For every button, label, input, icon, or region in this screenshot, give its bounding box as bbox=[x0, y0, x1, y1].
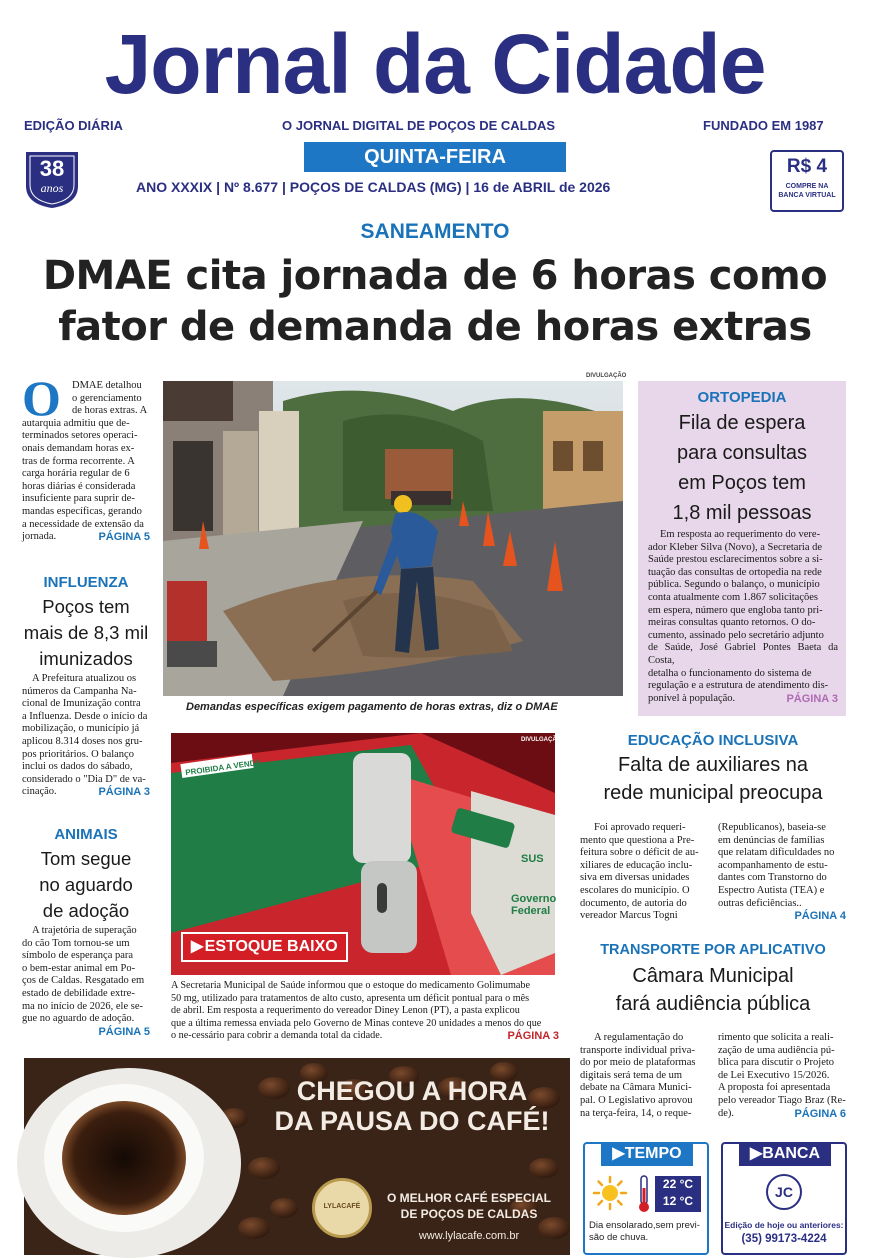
ortopedia-body bbox=[648, 529, 838, 705]
animais-headline-line: Tom segue bbox=[40, 848, 132, 869]
banca-title bbox=[739, 1142, 831, 1166]
estoque-photo-credit: DIVULGAÇÃO bbox=[521, 737, 562, 743]
transporte-headline-line: Câmara Municipal bbox=[632, 965, 794, 987]
coffee-ad-url[interactable]: www.lylacafe.com.br bbox=[418, 1230, 520, 1242]
animais-headline-line: no aguardo bbox=[39, 874, 133, 895]
educacao-headline[interactable] bbox=[580, 751, 846, 807]
transporte-line: blica para discutir o Projeto bbox=[718, 1057, 835, 1069]
thermometer-icon bbox=[637, 1174, 651, 1214]
ortopedia-line: em espera, número que engloba tanto pri- bbox=[648, 604, 823, 616]
price-note-2: BANCA VIRTUAL bbox=[778, 192, 836, 199]
coffee-ad[interactable] bbox=[24, 1058, 570, 1255]
educacao-line: em denúncias de famílias bbox=[718, 834, 825, 846]
ortopedia-line: ador Kleber Silva (Novo), a Secretaria de bbox=[648, 541, 823, 553]
educacao-line: (Republicanos), baseia-se bbox=[718, 822, 826, 833]
lead-line: tras de forma recorrente. A bbox=[22, 455, 135, 467]
weather-widget bbox=[583, 1142, 709, 1255]
transporte-line: de Lei Executivo 15/2026. bbox=[718, 1069, 830, 1081]
ortopedia-box[interactable] bbox=[638, 381, 846, 716]
ortopedia-line: conta atualmente com 1.867 solicitações bbox=[648, 591, 818, 603]
lead-line: insuficiente para suprir de- bbox=[22, 493, 135, 505]
weather-desc bbox=[589, 1220, 705, 1244]
transporte-line: do por meio de plataformas bbox=[580, 1057, 696, 1069]
coffee-logo-text: LYLACAFÉ bbox=[323, 1203, 361, 1210]
lead-line: de horas extras. A bbox=[72, 405, 148, 417]
ortopedia-line: meiras consultas quanto retornos. O do- bbox=[648, 617, 816, 629]
influenza-body bbox=[22, 673, 150, 799]
play-icon: ▶ bbox=[191, 938, 204, 955]
educacao-line: Foi aprovado requeri- bbox=[594, 822, 686, 833]
estoque-line: que a última remessa enviada pelo Governo de Minas conteve 20 unidades a menos do que bbox=[171, 1017, 542, 1029]
estoque-line: de abril. Em resposta a requerimento do vereador Diney Lenon (PT), a pasta explicou bbox=[171, 1005, 520, 1017]
masthead-title: Jornal da Cidade bbox=[104, 17, 766, 111]
animais-headline-line: de adoção bbox=[42, 900, 130, 921]
ortopedia-line: pública. Segundo o balanço, o município bbox=[648, 579, 820, 591]
lead-kicker: SANEAMENTO bbox=[360, 220, 510, 243]
play-icon: ▶ bbox=[749, 1145, 763, 1162]
ortopedia-line: Saúde prestou esclarecimentos sobre a si- bbox=[648, 554, 823, 566]
animais-line: símbolo de esperança para bbox=[22, 950, 134, 962]
influenza-line: cinação. bbox=[22, 786, 57, 798]
lead-photo[interactable] bbox=[163, 381, 623, 696]
lead-line: mandas específicas, gerando bbox=[22, 505, 142, 517]
influenza-line: inclui os dados do sábado, bbox=[22, 761, 133, 773]
transporte-line: A regulamentação do bbox=[594, 1032, 684, 1043]
sun-icon bbox=[593, 1176, 627, 1210]
educacao-line: xiliares de educação inclu- bbox=[580, 859, 693, 871]
animais-line: estado de debilidade extre- bbox=[22, 987, 135, 999]
animais-kicker: ANIMAIS bbox=[54, 826, 118, 843]
price-box[interactable] bbox=[770, 150, 844, 212]
play-icon: ▶ bbox=[612, 1145, 625, 1162]
coffee-ad-tagline-line: O MELHOR CAFÉ ESPECIAL bbox=[386, 1191, 551, 1205]
influenza-headline-line: mais de 8,3 mil bbox=[23, 622, 149, 643]
animais-line: ços de Caldas. Resgatado em bbox=[22, 975, 145, 987]
transporte-line: debate na Câmara Munici- bbox=[580, 1082, 692, 1094]
educacao-page-ref[interactable]: PÁGINA 4 bbox=[794, 910, 846, 923]
influenza-kicker: INFLUENZA bbox=[43, 574, 129, 591]
photo-credit: DIVULGAÇÃO bbox=[586, 373, 627, 379]
box-text-sus: SUS bbox=[521, 853, 544, 865]
coffee-ad-tagline-line: DE POÇOS DE CALDAS bbox=[400, 1207, 538, 1221]
lead-photo-caption: Demandas específicas exigem pagamento de horas extras, diz o DMAE bbox=[186, 701, 558, 713]
transporte-line: zação de uma audiência pú- bbox=[718, 1044, 835, 1056]
ortopedia-headline bbox=[638, 408, 846, 528]
weather-desc-line: Dia ensolarado,sem previ- bbox=[589, 1220, 700, 1231]
educacao-line: feitura sobre o déficit de au- bbox=[580, 847, 699, 859]
educacao-col-1 bbox=[580, 822, 708, 923]
max-temp: 22 °C bbox=[662, 1177, 694, 1191]
ortopedia-line: de Saúde, José Gabriel Pontes Baeta da Costa, bbox=[648, 642, 838, 666]
educacao-line: escolares do município. O bbox=[580, 884, 690, 896]
estoque-tag-label: ESTOQUE BAIXO bbox=[204, 938, 338, 955]
influenza-line: a Influenza. Desde o início da bbox=[22, 710, 148, 722]
lead-line: o gerenciamento bbox=[72, 392, 142, 404]
banca-title-label: BANCA bbox=[762, 1145, 821, 1162]
box-text-governo: Governo Federal bbox=[511, 893, 557, 917]
lead-headline-line-2: fator de demanda de horas extras bbox=[58, 304, 812, 350]
transporte-line: de). bbox=[718, 1107, 735, 1119]
animais-line: o bem-estar animal em Po- bbox=[22, 962, 136, 974]
transporte-line: A proposta foi apresentada bbox=[718, 1082, 831, 1094]
lead-line: autarquia admitiu que de- bbox=[22, 417, 130, 429]
estoque-page-ref[interactable]: PÁGINA 3 bbox=[507, 1030, 559, 1043]
coffee-logo bbox=[312, 1178, 372, 1238]
weather-title bbox=[601, 1142, 693, 1166]
anniversary-badge bbox=[24, 150, 80, 210]
estoque-body bbox=[171, 980, 559, 1043]
animais-line: ma no início de 2026, ele se- bbox=[22, 1000, 144, 1012]
influenza-line: pos prioritários. O balanço bbox=[22, 748, 134, 760]
banca-logo: JC bbox=[766, 1174, 802, 1210]
ortopedia-headline-line: para consultas bbox=[676, 442, 808, 464]
educacao-line: Espectro Autista (TEA) e bbox=[718, 884, 825, 896]
educacao-line: outras deficiências.. bbox=[718, 897, 802, 909]
animais-body bbox=[22, 925, 150, 1039]
coffee-ad-headline-line: DA PAUSA DO CAFÉ! bbox=[274, 1106, 550, 1136]
animais-line: do cão Tom tornou-se um bbox=[22, 937, 130, 949]
ortopedia-headline-line: Fila de espera bbox=[678, 412, 806, 434]
weekday-banner: QUINTA-FEIRA bbox=[304, 142, 566, 172]
transporte-line: rimento que solicita a reali- bbox=[718, 1032, 834, 1043]
ortopedia-line: Em resposta ao requerimento do vere- bbox=[660, 529, 821, 540]
ortopedia-kicker: ORTOPEDIA bbox=[697, 389, 787, 406]
founded-strap: FUNDADO EM 1987 bbox=[703, 118, 824, 133]
transporte-col-1 bbox=[580, 1032, 708, 1120]
lead-line: horas diárias é considerada bbox=[22, 480, 136, 492]
ortopedia-line: regulação e a estrutura de atendimento dis- bbox=[648, 680, 829, 692]
badge-number: 38 bbox=[39, 156, 65, 181]
transporte-col-2 bbox=[718, 1032, 846, 1120]
estoque-line: A Secretaria Municipal de Saúde informou que o estoque do medicamento Golimumabe bbox=[171, 980, 531, 991]
banca-phone[interactable]: (35) 99173-4224 bbox=[741, 1233, 827, 1245]
lead-line: terminados setores operaci- bbox=[22, 430, 138, 442]
influenza-headline[interactable] bbox=[18, 594, 154, 672]
transporte-headline[interactable] bbox=[580, 962, 846, 1018]
min-temp: 12 °C bbox=[662, 1194, 694, 1208]
coffee-ad-headline bbox=[254, 1076, 570, 1136]
badge-word: anos bbox=[40, 181, 64, 195]
transporte-headline-line: fará audiência pública bbox=[615, 993, 811, 1015]
animais-line: A trajetória de superação bbox=[32, 925, 137, 936]
lead-headline-line-1: DMAE cita jornada de 6 horas como bbox=[42, 253, 828, 299]
ortopedia-page-ref[interactable]: PÁGINA 3 bbox=[786, 692, 838, 705]
influenza-headline-line: Poços tem bbox=[42, 596, 130, 617]
temperature-box bbox=[655, 1176, 701, 1212]
animais-page-ref[interactable]: PÁGINA 5 bbox=[98, 1025, 150, 1038]
ortopedia-line: tuação das consultas de ortopedia na rede bbox=[648, 566, 822, 578]
educacao-line: acompanhamento de estu- bbox=[718, 859, 828, 871]
educacao-line: mento que questiona a Pre- bbox=[580, 834, 695, 846]
influenza-line: números da Campanha Na- bbox=[22, 685, 137, 697]
tagline-strap: O JORNAL DIGITAL DE POÇOS DE CALDAS bbox=[282, 118, 556, 133]
box-text-proibida: PROIBIDA A VENDA bbox=[184, 757, 262, 778]
banca-note: Edição de hoje ou anteriores: bbox=[724, 1220, 844, 1230]
animais-line: gue no aguardo de adoção. bbox=[22, 1013, 135, 1025]
lead-line: onais demandam horas ex- bbox=[22, 442, 135, 454]
weather-title-label: TEMPO bbox=[624, 1145, 682, 1162]
educacao-kicker: EDUCAÇÃO INCLUSIVA bbox=[627, 732, 799, 749]
influenza-page-ref[interactable]: PÁGINA 3 bbox=[98, 786, 150, 799]
issue-line: ANO XXXIX | Nº 8.677 | POÇOS DE CALDAS (MG) | 16 de ABRIL de 2026 bbox=[136, 179, 611, 195]
animais-headline[interactable] bbox=[18, 846, 154, 924]
influenza-line: A Prefeitura atualizou os bbox=[32, 673, 137, 684]
transporte-line: pelo vereador Tiago Braz (Re- bbox=[718, 1094, 846, 1106]
influenza-line: cional de Imunização contra bbox=[22, 698, 141, 710]
coffee-ad-headline-line: CHEGOU A HORA bbox=[296, 1076, 528, 1106]
edition-strap: EDIÇÃO DIÁRIA bbox=[24, 118, 123, 133]
banca-widget[interactable] bbox=[721, 1142, 847, 1255]
lead-line: a necessidade de extensão da bbox=[22, 518, 144, 530]
educacao-col-2 bbox=[718, 822, 846, 924]
transporte-page-ref[interactable]: PÁGINA 6 bbox=[794, 1107, 846, 1120]
transporte-line: digitais será tema de um bbox=[580, 1069, 683, 1081]
ortopedia-line: cumento, assinado pelo secretário adjunto bbox=[648, 629, 824, 641]
estoque-line: 50 mg, utilizado para tratamentos de alto custo, apresenta um déficit pontual para o mês bbox=[171, 992, 530, 1004]
transporte-line: pal. O Legislativo aprovou bbox=[580, 1094, 693, 1106]
lead-page-ref[interactable]: PÁGINA 5 bbox=[98, 531, 150, 544]
transporte-line: na terça-feira, 14, o reque- bbox=[580, 1107, 692, 1119]
influenza-line: aplicou 8.314 doses nos gru- bbox=[22, 735, 143, 747]
weather-desc-line: são de chuva. bbox=[589, 1232, 649, 1243]
coffee-ad-tagline bbox=[374, 1190, 564, 1222]
ortopedia-line: detalha o funcionamento do sistema de bbox=[648, 667, 812, 679]
lead-headline[interactable] bbox=[10, 251, 860, 353]
educacao-headline-line: rede municipal preocupa bbox=[603, 782, 823, 804]
estoque-line: o ne-cessário para cobrir a demanda total da cidade. bbox=[171, 1030, 383, 1042]
educacao-line: documento, de autoria do bbox=[580, 897, 687, 909]
influenza-headline-line: imunizados bbox=[39, 648, 133, 669]
dropcap: O bbox=[22, 370, 61, 426]
transporte-line: transporte individual priva- bbox=[580, 1044, 695, 1056]
transporte-kicker: TRANSPORTE POR APLICATIVO bbox=[600, 942, 826, 958]
lead-line: DMAE detalhou bbox=[72, 380, 142, 391]
estoque-tag bbox=[181, 932, 348, 962]
estoque-box[interactable] bbox=[163, 727, 563, 1049]
influenza-line: mobilização, o município já bbox=[22, 723, 140, 735]
educacao-headline-line: Falta de auxiliares na bbox=[617, 754, 809, 776]
educacao-line: que relatam dificuldades no bbox=[718, 847, 835, 859]
educacao-line: dantes com Transtorno do bbox=[718, 872, 827, 884]
educacao-line: vereador Marcus Togni bbox=[580, 910, 678, 922]
price: R$ 4 bbox=[786, 156, 828, 177]
ortopedia-headline-line: 1,8 mil pessoas bbox=[672, 502, 812, 524]
ortopedia-headline-line: em Poços tem bbox=[678, 472, 806, 494]
lead-line: jornada. bbox=[22, 531, 57, 543]
educacao-line: siva em diversas unidades bbox=[580, 872, 690, 884]
influenza-line: considerado o "Dia D" de va- bbox=[22, 773, 146, 785]
price-note-1: COMPRE NA bbox=[785, 183, 829, 190]
lead-body bbox=[22, 380, 150, 544]
lead-line: carga horária regular de 6 bbox=[22, 468, 130, 480]
ortopedia-line: ponível à população. bbox=[648, 692, 736, 704]
